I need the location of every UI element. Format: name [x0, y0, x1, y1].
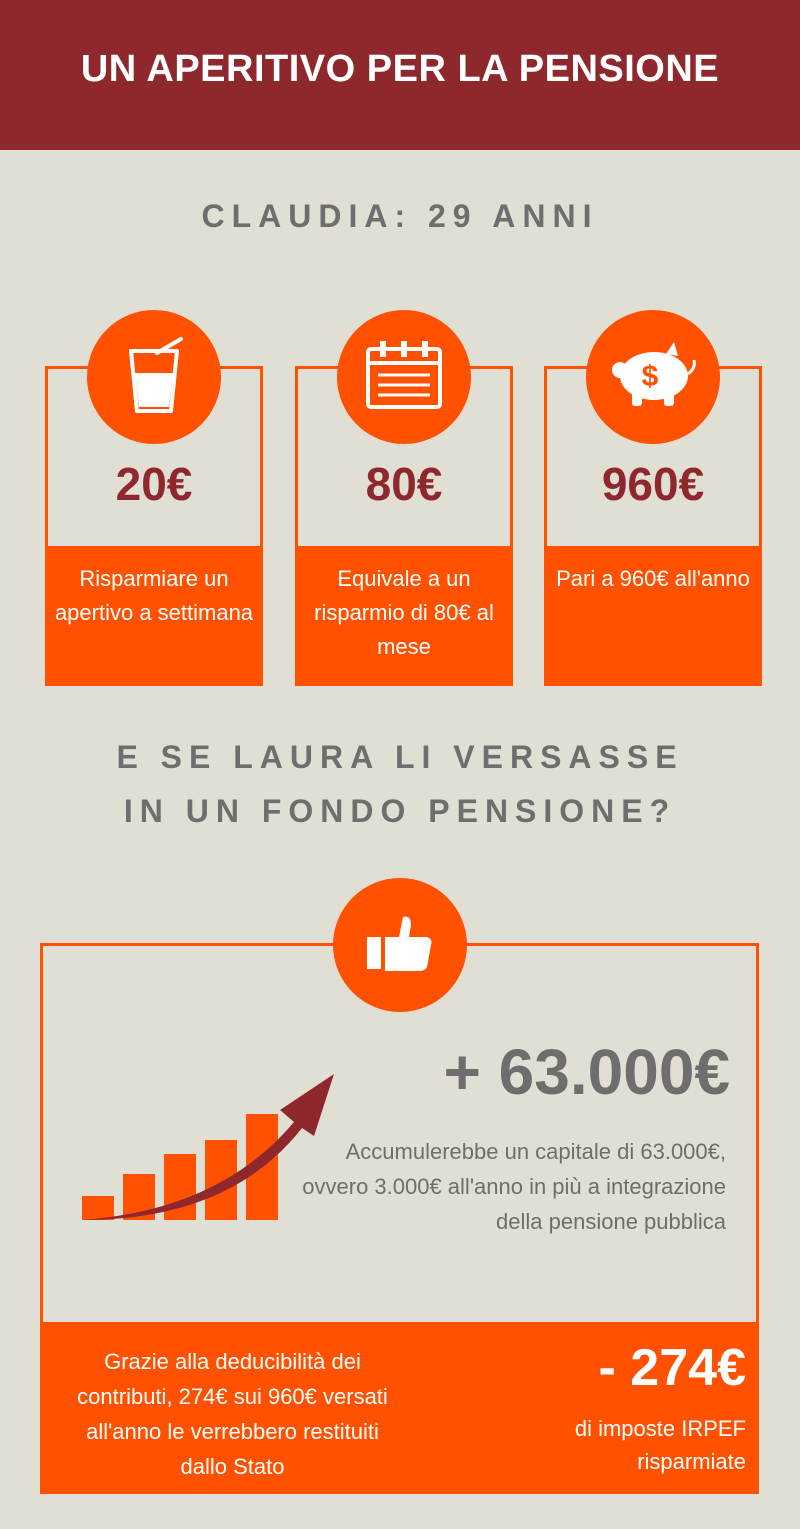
piggy-bank-icon	[608, 340, 698, 415]
card-icon-circle	[586, 310, 720, 444]
result-icon-circle	[333, 878, 467, 1012]
card-icon-circle	[87, 310, 221, 444]
thumbs-up-icon	[365, 913, 435, 978]
tax-saving-value: - 274€	[598, 1339, 746, 1397]
capital-gain-description: Accumulerebbe un capitale di 63.000€, ovvero 3.000€ all'anno in più a integrazione della pensione pubblica	[302, 1139, 726, 1234]
drink-glass-icon	[119, 335, 189, 420]
header-banner	[0, 0, 800, 150]
page-title: UN APERITIVO PER LA PENSIONE	[80, 47, 720, 90]
card-description: Equivale a un risparmio di 80€ al mese	[295, 546, 513, 686]
card-weekly-saving	[45, 366, 263, 686]
card-value: 960€	[601, 458, 705, 510]
question-heading	[0, 730, 800, 838]
card-icon-circle	[337, 310, 471, 444]
card-monthly-saving	[295, 366, 513, 686]
capital-gain-value: + 63.000€	[443, 1036, 730, 1108]
card-yearly-saving	[544, 359, 762, 686]
tax-description: Grazie alla deducibilità dei contributi, 274€ sui 960€ versati all'anno le verrebbero restituiti dallo Stato	[77, 1349, 388, 1479]
card-description: Risparmiare un apertivo a settimana	[45, 546, 263, 686]
tax-saving-label: di imposte IRPEF risparmiate	[574, 1416, 746, 1474]
question-line-1: E SE LAURA LI VERSASSE	[116, 739, 684, 775]
question-line-2: IN UN FONDO PENSIONE?	[123, 793, 677, 829]
calendar-icon	[364, 339, 444, 416]
person-heading: CLAUDIA: 29 ANNI	[201, 198, 599, 234]
card-value: 20€	[115, 458, 193, 510]
svg-text:$: $	[641, 359, 659, 393]
card-value: 80€	[365, 458, 443, 510]
card-description: Pari a 960€ all'anno	[544, 546, 762, 686]
